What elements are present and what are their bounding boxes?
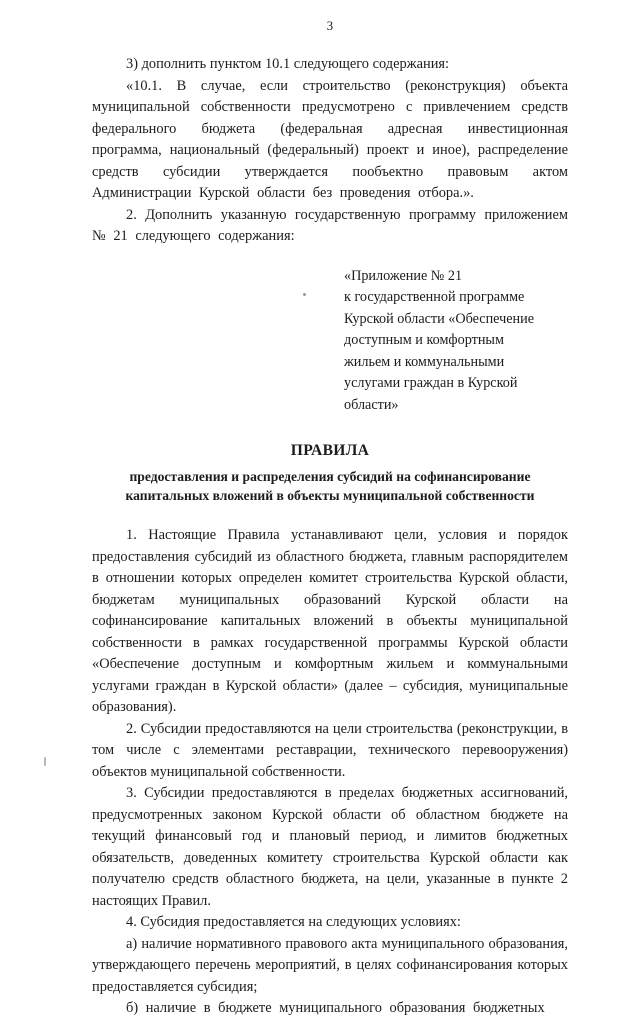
scan-speck [303,293,306,296]
rules-paragraph-2: 2. Субсидии предоставляются на цели строительства (реконструкции, в том числе с элементами реставрации, технического перевооружения) объектов муниципальной собственности. [92,720,568,780]
appendix-line: области» [344,396,399,413]
paragraph-item-2: 2. Дополнить указанную государственную программу приложением № 21 следующего содержания: [92,206,568,244]
appendix-line: Курской области «Обеспечение [344,310,535,327]
paragraph-item-10-1: «10.1. В случае, если строительство (реконструкция) объекта муниципальной собственности предусмотрено с привлечением средств федерального бюджета (федеральная адресная инвестиционная программа, национальный (федеральный) проект и иное), распределение средств субсидии утверждается пообъектно правовым актом Администрации Курской области без проведения отбора.». [92,77,568,201]
page-number: 3 [326,18,334,33]
scan-speck [44,757,46,766]
rules-paragraph-1: 1. Настоящие Правила устанавливают цели, условия и порядок предоставления субсидий из областного бюджета, главным распорядителем в отношении которых определен комитет строительства Курской области, бюджетам муниципальных образований Курской области на софинансирование капитальных вложений в объекты муниципальной собственности в рамках государственной программы Курской области «Обеспечение доступным и комфортным жильем и коммунальными услугами граждан в Курской области» (далее – субсидия, муниципальные образования). [92,527,568,715]
document-subtitle-line-2: капитальных вложений в объекты муниципальной собственности [125,488,535,503]
paragraph-item-3: 3) дополнить пунктом 10.1 следующего содержания: [126,56,450,72]
rules-paragraph-3: 3. Субсидии предоставляются в пределах бюджетных ассигнований, предусмотренных законом Курской области об областном бюджете на текущий финансовый год и плановый период, и лимитов бюджетных обязательств, доведенных комитету строительства Курской области как получателю средств областного бюджета, на цели, указанные в пункте 2 настоящих Правил. [92,785,568,909]
appendix-line: к государственной программе [344,289,525,305]
rules-paragraph-4b: б) наличие в бюджете муниципального образования бюджетных [126,1000,545,1016]
appendix-line: услугами граждан в Курской [344,375,518,391]
document-title: ПРАВИЛА [290,442,370,459]
appendix-line: «Приложение № 21 [344,267,463,284]
appendix-line: жильем и коммунальными [344,353,505,370]
rules-paragraph-4: 4. Субсидия предоставляется на следующих условиях: [126,914,461,930]
rules-body [92,525,568,1020]
rules-paragraph-4a: а) наличие нормативного правового акта муниципального образования, утверждающего перечень мероприятий, в целях софинансирования которых предоставляется субсидия; [92,935,568,995]
document-subtitle-line-1: предоставления и распределения субсидий на софинансирование [129,469,531,484]
appendix-line: доступным и комфортным [344,332,504,348]
appendix-reference-block [344,266,540,417]
